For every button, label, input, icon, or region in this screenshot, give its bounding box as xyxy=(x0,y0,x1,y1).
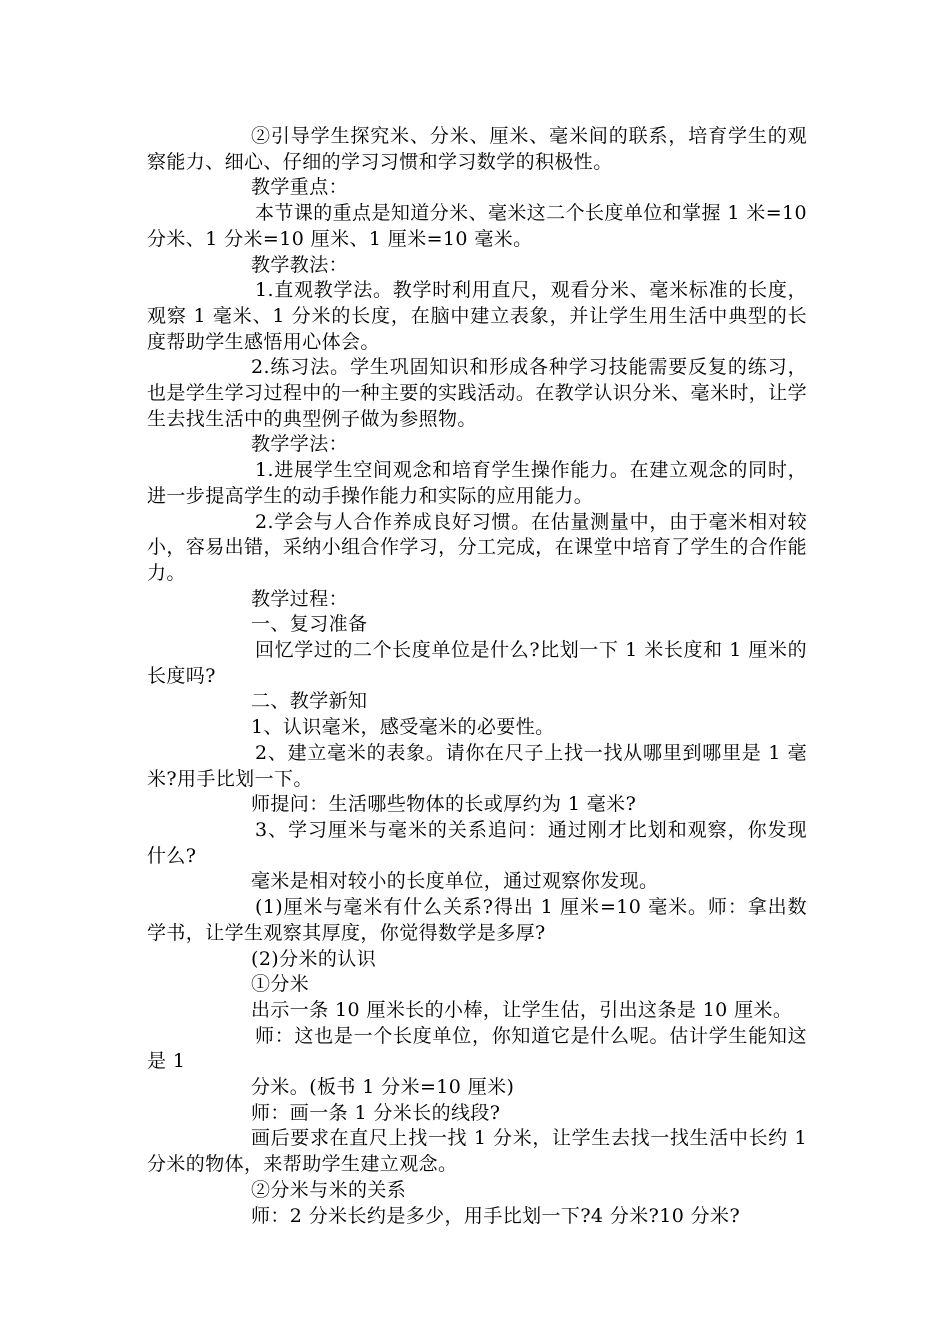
paragraph: 分米。(板书 1 分米=10 厘米) xyxy=(251,1076,515,1099)
paragraph: 1.直观教学法。教学时利用直尺，观看分米、毫米标准的长度，观察 1 毫米、1 分米的长度，在脑中建立表象，并让学生用生活中典型的长度帮助学生感悟用心体会。 xyxy=(147,279,807,353)
section-heading: 二、教学新知 xyxy=(251,690,368,713)
paragraph: ②引导学生探究米、分米、厘米、毫米间的联系，培育学生的观察能力、细心、仔细的学习习惯和学习数学的积极性。 xyxy=(147,125,807,173)
paragraph: 毫米是相对较小的长度单位，通过观察你发现。 xyxy=(251,870,659,893)
section-heading: 教学学法： xyxy=(251,433,349,456)
paragraph: 3、学习厘米与毫米的关系追问：通过刚才比划和观察，你发现什么? xyxy=(147,818,807,867)
paragraph: (1)厘米与毫米有什么关系?得出 1 厘米=10 毫米。师：拿出数学书，让学生观察其厚度，你觉得数学是多厚? xyxy=(147,896,807,944)
sub-heading: (2)分米的认识 xyxy=(251,947,377,970)
paragraph: 2.学会与人合作养成良好习惯。在估量测量中，由于毫米相对较小，容易出错，采纳小组合作学习，分工完成，在课堂中培育了学生的合作能力。 xyxy=(147,510,807,584)
paragraph: 1、认识毫米，感受毫米的必要性。 xyxy=(251,716,555,739)
paragraph: 师：这也是一个长度单位，你知道它是什么呢。估计学生能知这是 1 xyxy=(147,1024,807,1073)
section-heading: 教学教法： xyxy=(251,253,349,276)
paragraph: 师提问：生活哪些物体的长或厚约为 1 毫米? xyxy=(251,793,637,816)
section-heading: 教学过程： xyxy=(251,587,349,610)
paragraph: 2.练习法。学生巩固知识和形成各种学习技能需要反复的练习，也是学生学习过程中的一种主要的实践活动。在教学认识分米、毫米时，让学生去找生活中的典型例子做为参照物。 xyxy=(147,356,807,430)
paragraph: 1.进展学生空间观念和培育学生操作能力。在建立观念的同时，进一步提高学生的动手操作能力和实际的应用能力。 xyxy=(147,459,807,507)
paragraph: 2、建立毫米的表象。请你在尺子上找一找从哪里到哪里是 1 毫米?用手比划一下。 xyxy=(147,741,807,790)
section-heading: 一、复习准备 xyxy=(251,613,368,636)
sub-heading: ①分米 xyxy=(251,973,310,996)
paragraph: 师：2 分米长约是多少，用手比划一下?4 分米?10 分米? xyxy=(251,1204,741,1227)
sub-heading: ②分米与米的关系 xyxy=(251,1178,407,1201)
paragraph: 师：画一条 1 分米长的线段? xyxy=(251,1101,501,1124)
paragraph: 出示一条 10 厘米长的小棒，让学生估，引出这条是 10 厘米。 xyxy=(251,998,793,1021)
paragraph: 本节课的重点是知道分米、毫米这二个长度单位和掌握 1 米=10 分米、1 分米=10 厘米、1 厘米=10 毫米。 xyxy=(147,202,807,250)
document-body xyxy=(147,124,807,1229)
paragraph: 回忆学过的二个长度单位是什么?比划一下 1 米长度和 1 厘米的长度吗? xyxy=(147,639,807,687)
section-heading: 教学重点： xyxy=(251,176,349,199)
paragraph: 画后要求在直尺上找一找 1 分米，让学生去找一找生活中长约 1 分米的物体，来帮助学生建立观念。 xyxy=(147,1127,807,1176)
